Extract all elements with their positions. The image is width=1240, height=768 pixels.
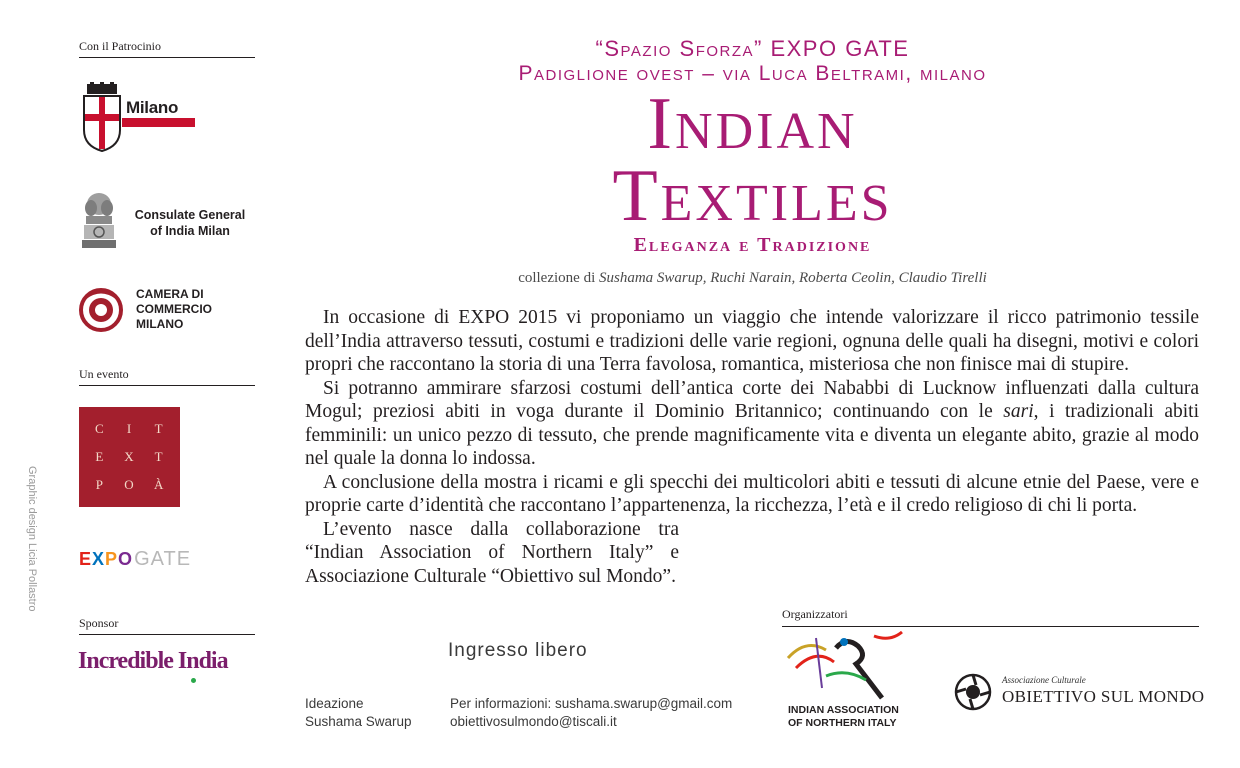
citexpo-tile: C bbox=[94, 421, 105, 436]
venue-line1: “Spazio Sforza” EXPO GATE bbox=[595, 36, 910, 61]
paragraph-4: L’evento nasce dalla collaborazione tra “Indian Association of Northern Italy” e Associazione Culturale “Obiettivo sul Mondo”. bbox=[305, 518, 679, 587]
consulate-logo-text bbox=[122, 207, 258, 239]
title-line1: Indian bbox=[647, 83, 858, 165]
graphic-design-credit: Graphic design Licia Pollastro bbox=[26, 466, 38, 612]
organizzatori-label: Organizzatori bbox=[782, 607, 1199, 627]
expogate-gate-text: GATE bbox=[134, 547, 192, 570]
collection-prefix: collezione di bbox=[518, 270, 596, 286]
expogate-tile: O bbox=[118, 549, 133, 569]
ianit-logo-text bbox=[788, 704, 899, 730]
title-line2: Textiles bbox=[612, 155, 893, 237]
paragraph-2-italic: sari bbox=[1003, 401, 1034, 422]
paragraph-1: In occasione di EXPO 2015 vi proponiamo un viaggio che intende valorizzare il ricco patrimonio tessile dell’India attraverso tessuti, costumi e tradizioni delle varie regioni, ognuna delle quali ha disegni, motivi e colori propri che raccontano la storia di una Terra favolosa, romantica, misteriosa che non finisce mai di stupire. bbox=[305, 307, 1199, 375]
citexpo-tile: E bbox=[95, 449, 105, 464]
globe-camera-icon bbox=[954, 673, 992, 711]
osm-title: OBIETTIVO SUL MONDO bbox=[1002, 687, 1205, 706]
citexpo-tile: T bbox=[154, 421, 164, 436]
ianit-line2: OF NORTHERN ITALY bbox=[788, 717, 897, 729]
milano-coat-of-arms-icon bbox=[82, 82, 122, 152]
consulate-line1: Consulate General bbox=[134, 208, 246, 222]
citexpo-tile: X bbox=[124, 449, 135, 464]
patrocinio-label: Con il Patrocinio bbox=[79, 39, 255, 58]
camera-commercio-seal-icon bbox=[79, 288, 123, 332]
subtitle: Eleganza e Tradizione bbox=[633, 234, 872, 256]
description-text bbox=[305, 306, 1199, 588]
contact-info bbox=[450, 695, 732, 731]
contact-line1: Per informazioni: sushama.swarup@gmail.com bbox=[450, 696, 733, 711]
citexpo-tile: O bbox=[124, 477, 135, 492]
ashoka-emblem-icon bbox=[80, 190, 118, 250]
ideazione-name: Sushama Swarup bbox=[305, 714, 412, 729]
citexpo-tile: P bbox=[95, 477, 104, 492]
expogate-tile: P bbox=[105, 549, 118, 569]
camera-commercio-text bbox=[136, 287, 212, 332]
consulate-line2: of India Milan bbox=[150, 224, 230, 238]
expogate-logo bbox=[79, 547, 191, 571]
paragraph-2-a: Si potranno ammirare sfarzosi costumi dell’antica corte dei Nababbi di Lucknow influenzati dalla cultura Mogul; preziosi abiti in voga durante il Dominio Britannico; continuando con le bbox=[305, 377, 1199, 422]
contact-line2: obiettivosulmondo@tiscali.it bbox=[450, 714, 617, 729]
camera-line1: CAMERA DI bbox=[136, 287, 204, 301]
collection-credit bbox=[300, 270, 1205, 287]
collection-names: Sushama Swarup, Ruchi Narain, Roberta Ceolin, Claudio Tirelli bbox=[599, 270, 987, 286]
ingresso-libero: Ingresso libero bbox=[448, 640, 588, 661]
ianit-brush-logo-icon bbox=[786, 628, 904, 700]
evento-label: Un evento bbox=[79, 367, 255, 386]
citexpo-logo bbox=[79, 407, 180, 507]
incredible-india-logo: Incredible India bbox=[78, 648, 228, 674]
incredible-india-dot bbox=[191, 678, 196, 683]
milano-red-bar bbox=[122, 118, 195, 127]
paragraph-2 bbox=[305, 377, 1199, 471]
sponsor-label: Sponsor bbox=[79, 616, 255, 635]
ideazione-credit bbox=[305, 695, 412, 731]
expogate-tile: X bbox=[92, 549, 105, 569]
milano-logo-text: Milano bbox=[126, 98, 179, 117]
camera-line3: MILANO bbox=[136, 317, 184, 331]
citexpo-tile: I bbox=[126, 421, 133, 436]
ideazione-label: Ideazione bbox=[305, 696, 364, 711]
camera-line2: COMMERCIO bbox=[136, 302, 212, 316]
venue-line2: Padiglione ovest – via Luca Beltrami, milano bbox=[518, 62, 987, 85]
osm-subtitle: Associazione Culturale bbox=[1002, 675, 1086, 685]
paragraph-3: A conclusione della mostra i ricami e gli specchi dei multicolori abiti e tessuti di alcune etnie del Paese, vere e proprie carte d’identità che raccontano l’appartenenza, la ricchezza, l’età e il credo religioso di chi li porta. bbox=[305, 471, 1199, 516]
citexpo-tile: T bbox=[154, 449, 164, 464]
citexpo-tile: À bbox=[153, 477, 165, 492]
expogate-tile: E bbox=[79, 549, 92, 569]
ianit-line1: INDIAN ASSOCIATION bbox=[788, 704, 899, 716]
paragraph-2-b: , i tradizionali abiti femminili: un unico pezzo di tessuto, che prende magnificamente vita e diventa un elegante abito, grazie al modo nel quale la donna lo indossa. bbox=[305, 401, 1200, 469]
